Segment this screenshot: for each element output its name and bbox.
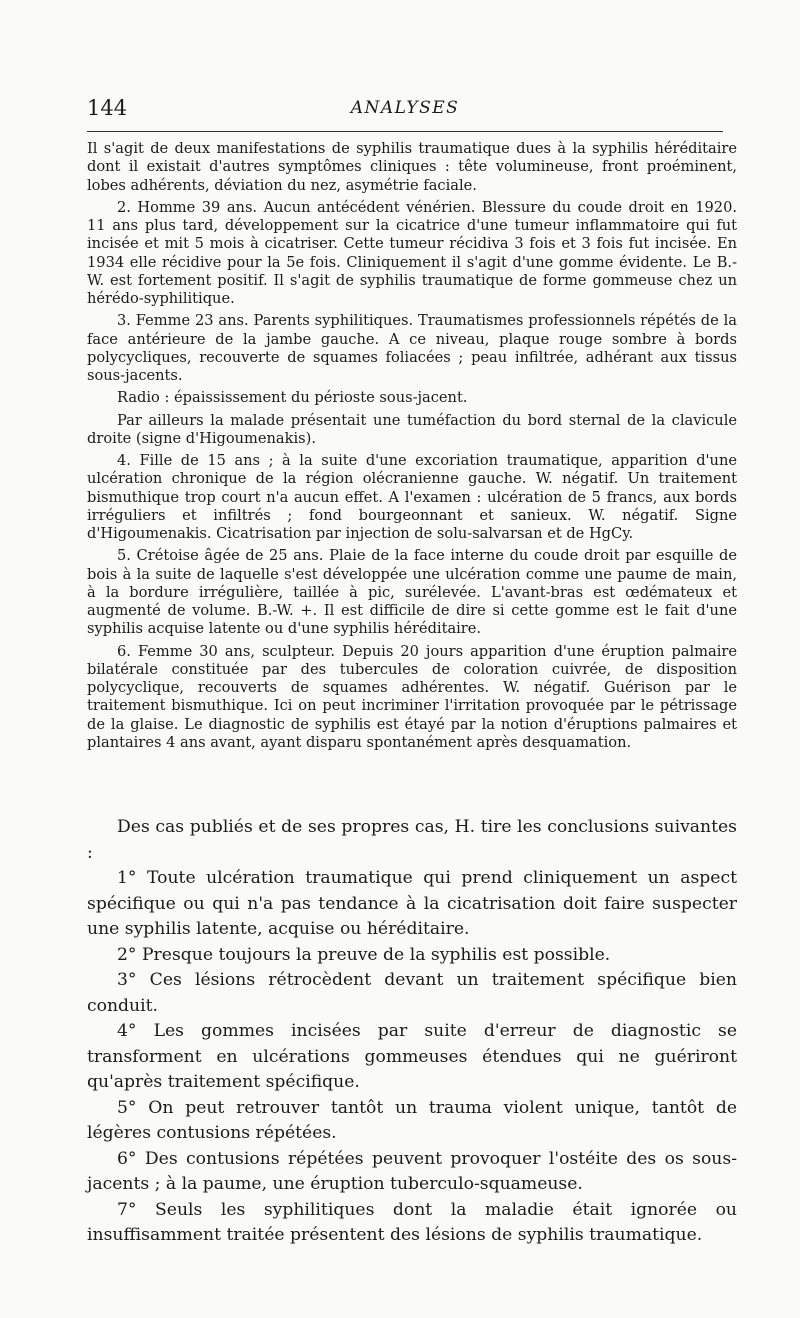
header-rule	[87, 131, 723, 132]
case-paragraph: Par ailleurs la malade présentait une tuméfaction du bord sternal de la clavicule droite (signe d'Higoumenakis).	[87, 411, 737, 447]
page-header	[87, 96, 723, 124]
conclusion-item: 2° Presque toujours la preuve de la syphilis est possible.	[117, 944, 611, 965]
case-paragraph: 5. Crétoise âgée de 25 ans. Plaie de la face interne du coude droit par esquille de bois à la suite de laquelle s'est développée une ulcération comme une paume de main, à la bordure irrégulière, taillée à pic, surélevée. L'avant-bras est œdémateux et augmenté de volume. B.-W. +. Il est difficile de dire si cette gomme est le fait d'une syphilis acquise latente ou d'une syphilis héréditaire.	[87, 547, 737, 638]
conclusion-item: 1° Toute ulcération traumatique qui prend cliniquement un aspect spécifique ou qui n'a pas tendance à la cicatrisation doit faire suspecter une syphilis latente, acquise ou héréditaire.	[87, 868, 737, 939]
case-paragraph: 6. Femme 30 ans, sculpteur. Depuis 20 jours apparition d'une éruption palmaire bilatérale constituée par des tubercules de coloration cuivrée, de disposition polycyclique, recouverts de squames adhérentes. W. négatif. Guérison par le traitement bismuthique. Ici on peut incriminer l'irritation provoquée par le pétrissage de la glaise. Le diagnostic de syphilis est étayé par la notion d'éruptions palmaires et plantaires 4 ans avant, ayant disparu spontanément après desquamation.	[87, 642, 737, 751]
case-paragraph: Il s'agit de deux manifestations de syphilis traumatique dues à la syphilis héréditaire dont il existait d'autres symptômes cliniques : tête volumineuse, front proéminent, lobes adhérents, déviation du nez, asymétrie faciale.	[87, 140, 737, 194]
conclusion-item: 6° Des contusions répétées peuvent provoquer l'ostéite des os sous-jacents ; à la paume, une éruption tuberculo-squameuse.	[87, 1148, 737, 1194]
running-head: ANALYSES	[350, 98, 460, 118]
case-reports-section	[87, 140, 737, 756]
case-paragraph: 4. Fille de 15 ans ; à la suite d'une excoriation traumatique, apparition d'une ulcération chronique de la région olécranienne gauche. W. négatif. Un traitement bismuthique trop court n'a aucun effet. A l'examen : ulcération de 5 francs, aux bords irréguliers et infiltrés ; fond bourgeonnant et sanieux. W. négatif. Signe d'Higoumenakis. Cicatrisation par injection de solu-salvarsan et de HgCy.	[87, 452, 737, 542]
conclusion-item: 3° Ces lésions rétrocèdent devant un traitement spécifique bien conduit.	[87, 970, 737, 1016]
conclusions-section	[87, 815, 737, 1249]
page-number: 144	[87, 96, 128, 120]
case-paragraph: Radio : épaississement du périoste sous-jacent.	[117, 389, 468, 407]
conclusion-item: 7° Seuls les syphilitiques dont la maladie était ignorée ou insuffisamment traitée présentent des lésions de syphilis traumatique.	[87, 1199, 737, 1245]
conclusion-item: 5° On peut retrouver tantôt un trauma violent unique, tantôt de légères contusions répétées.	[87, 1097, 737, 1143]
conclusion-item: 4° Les gommes incisées par suite d'erreur de diagnostic se transforment en ulcérations gommeuses étendues qui ne guériront qu'après traitement spécifique.	[87, 1021, 737, 1092]
case-paragraph: 3. Femme 23 ans. Parents syphilitiques. Traumatismes professionnels répétés de la face antérieure de la jambe gauche. A ce niveau, plaque rouge sombre à bords polycycliques, recouverte de squames foliacées ; peau infiltrée, adhérant aux tissus sous-jacents.	[87, 312, 737, 384]
conclusions-intro: Des cas publiés et de ses propres cas, H. tire les conclusions suivantes :	[87, 817, 737, 863]
case-paragraph: 2. Homme 39 ans. Aucun antécédent vénérien. Blessure du coude droit en 1920. 11 ans plus tard, développement sur la cicatrice d'une tumeur inflammatoire qui fut incisée et mit 5 mois à cicatriser. Cette tumeur récidiva 3 fois et 3 fois fut incisée. En 1934 elle récidive pour la 5e fois. Cliniquement il s'agit d'une gomme évidente. Le B.-W. est fortement positif. Il s'agit de syphilis traumatique de forme gommeuse chez un hérédo-syphilitique.	[87, 198, 737, 307]
